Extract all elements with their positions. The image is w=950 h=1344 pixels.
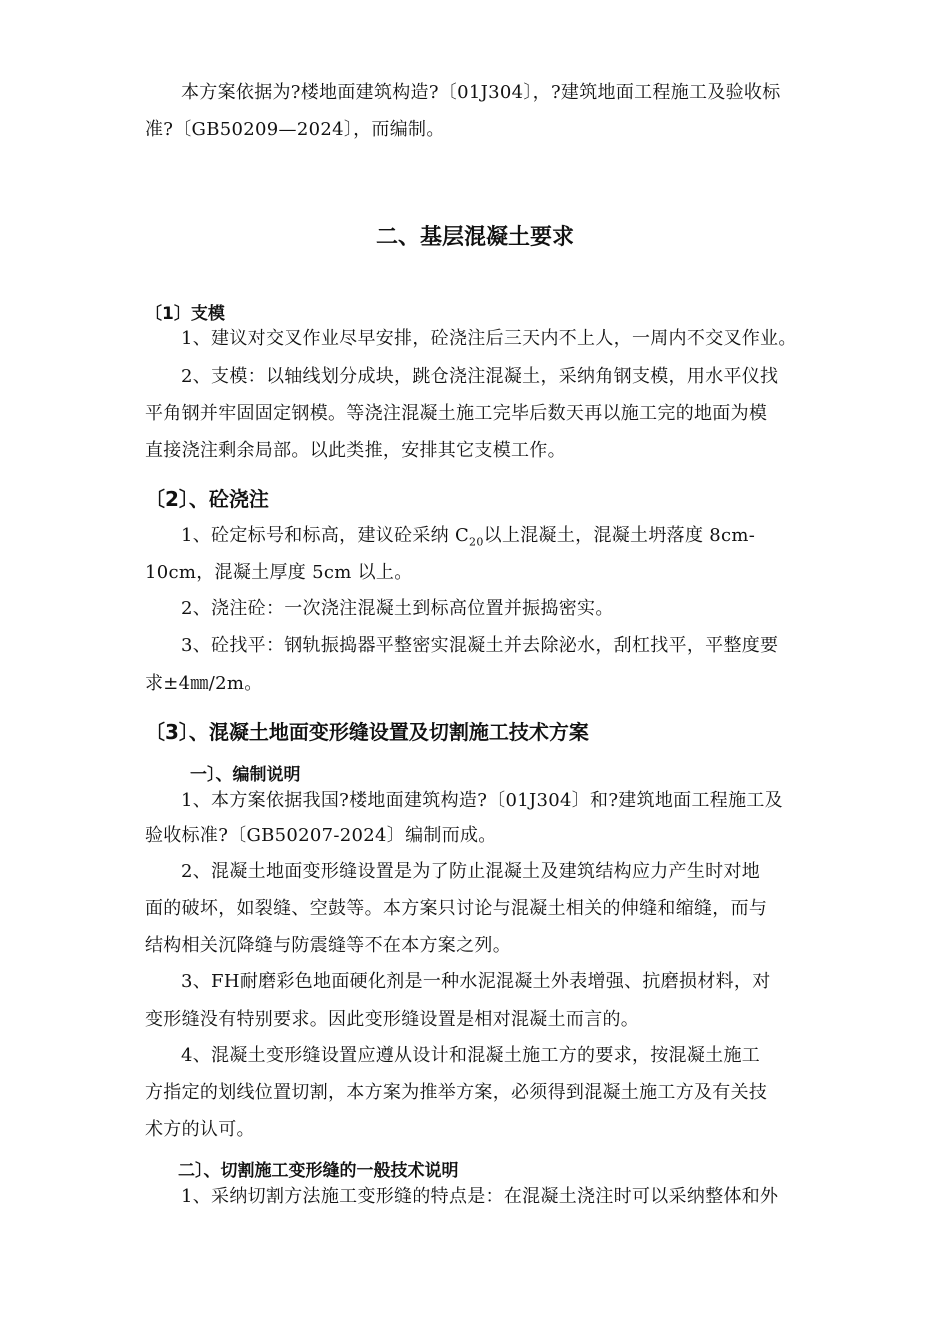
paragraph-line: 4、混凝土变形缝设置应遵从设计和混凝土施工方的要求，按混凝土施工 bbox=[181, 1045, 761, 1066]
paragraph-line: 3、FH耐磨彩色地面硬化剂是一种水泥混凝土外表增强、抗磨损材料，对 bbox=[181, 971, 771, 992]
part-heading-1: 一〕、编制说明 bbox=[190, 765, 301, 785]
paragraph-line: 10cm，混凝土厚度 5cm 以上。 bbox=[145, 562, 413, 583]
part-heading-2: 二〕、切割施工变形缝的一般技术说明 bbox=[178, 1161, 459, 1181]
paragraph-line: 方指定的划线位置切割，本方案为推举方案，必须得到混凝土施工方及有关技 bbox=[145, 1082, 768, 1103]
paragraph-line: 求±4㎜/2m。 bbox=[145, 673, 263, 694]
paragraph-line: 1、本方案依据我国?楼地面建筑构造?〔01J304〕和?建筑地面工程施工及 bbox=[181, 790, 783, 811]
subsection-heading-1: 〔1〕支模 bbox=[145, 304, 225, 324]
paragraph-line bbox=[181, 525, 755, 547]
paragraph-line: 2、支模：以轴线划分成块，跳仓浇注混凝土，采纳角钢支模，用水平仪找 bbox=[181, 366, 779, 387]
paragraph-line: 结构相关沉降缝与防震缝等不在本方案之列。 bbox=[145, 935, 511, 956]
text-run: 以上混凝土，混凝土坍落度 8cm- bbox=[483, 525, 756, 546]
paragraph-line: 变形缝没有特别要求。因此变形缝设置是相对混凝土而言的。 bbox=[145, 1009, 640, 1030]
paragraph-line: 3、砼找平：钢轨振捣器平整密实混凝土并去除泌水，刮杠找平，平整度要 bbox=[181, 635, 779, 656]
paragraph-line: 验收标准?〔GB50207-2024〕编制而成。 bbox=[145, 825, 497, 846]
text-run: 1、砼定标号和标高，建议砼采纳 C bbox=[181, 525, 470, 546]
paragraph-line: 平角钢并牢固固定钢模。等浇注混凝土施工完毕后数天再以施工完的地面为模 bbox=[145, 403, 768, 424]
paragraph-line: 术方的认可。 bbox=[145, 1119, 255, 1140]
section-title: 二、基层混凝土要求 bbox=[375, 225, 574, 250]
subscript: 20 bbox=[469, 535, 484, 549]
subsection-heading-3: 〔3〕、混凝土地面变形缝设置及切割施工技术方案 bbox=[145, 720, 589, 744]
paragraph-line: 直接浇注剩余局部。以此类推，安排其它支模工作。 bbox=[145, 440, 566, 461]
paragraph-line: 2、浇注砼：一次浇注混凝土到标高位置并振捣密实。 bbox=[181, 598, 614, 619]
intro-line-1: 本方案依据为?楼地面建筑构造?〔01J304〕，?建筑地面工程施工及验收标 bbox=[181, 82, 781, 103]
paragraph-line: 1、采纳切割方法施工变形缝的特点是：在混凝土浇注时可以采纳整体和外 bbox=[181, 1186, 779, 1207]
paragraph-line: 1、建议对交叉作业尽早安排，砼浇注后三天内不上人，一周内不交叉作业。 bbox=[181, 328, 797, 349]
paragraph-line: 面的破坏，如裂缝、空鼓等。本方案只讨论与混凝土相关的伸缝和缩缝，而与 bbox=[145, 898, 768, 919]
subsection-heading-2: 〔2〕、砼浇注 bbox=[145, 487, 269, 511]
intro-line-2: 准?〔GB50209—2024〕，而编制。 bbox=[145, 119, 445, 140]
paragraph-line: 2、混凝土地面变形缝设置是为了防止混凝土及建筑结构应力产生时对地 bbox=[181, 861, 761, 882]
